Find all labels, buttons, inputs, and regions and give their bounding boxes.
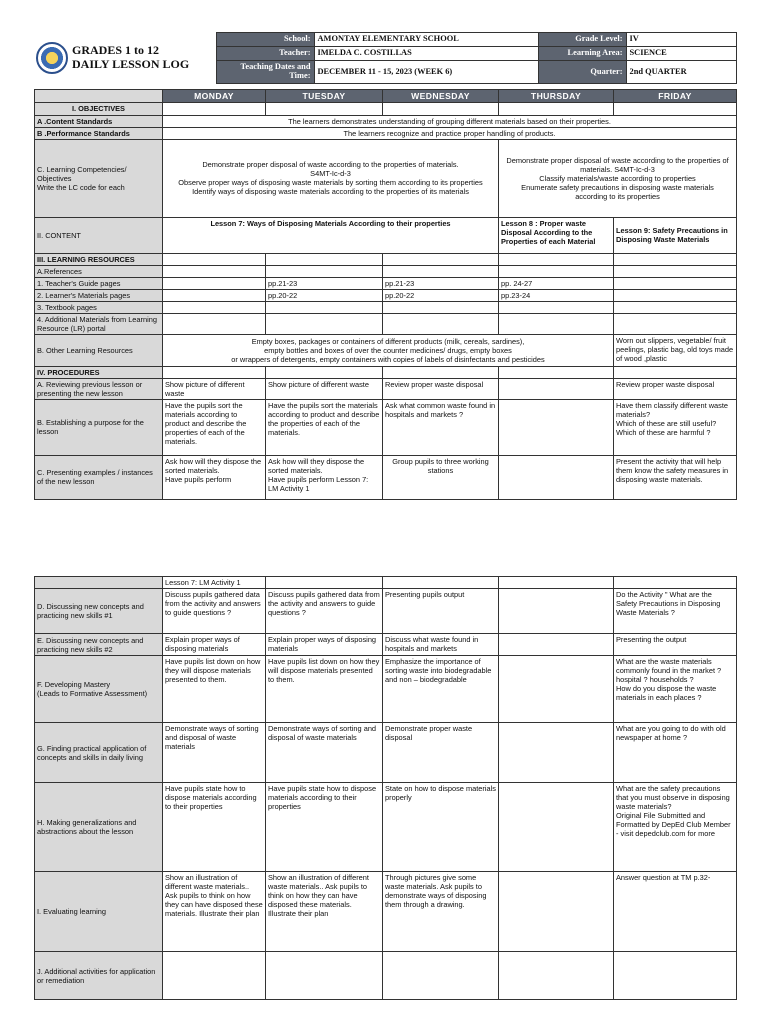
procedure-cell [499,399,614,455]
procedure-cell: What are the waste materials commonly found in the market ? hospital ? households ? How do you dispose the waste materials in each places ? [614,656,737,723]
learners-materials-label: 2. Learner's Materials pages [35,289,163,301]
day-header-tuesday: TUESDAY [266,90,383,103]
procedure-cell: Have them classify different waste materials? Which of these are still useful? Which of these are harmful ? [614,399,737,455]
school-label: School: [216,33,314,47]
references-label: A.References [35,265,163,277]
procedure-cell: Through pictures give some waste materials. Ask pupils to demonstrate ways of disposing them through a drawing. [383,872,499,952]
lm-pages [614,289,737,301]
lm-pages: pp.23-24 [499,289,614,301]
log-title: GRADES 1 to 12 DAILY LESSON LOG [72,43,190,71]
content-lesson8: Lesson 8 : Proper waste Disposal According to the Properties of each Material [499,217,614,253]
procedure-cell [499,872,614,952]
textbook-pages-label: 3. Textbook pages [35,301,163,313]
procedure-cell: Group pupils to three working stations [383,455,499,499]
procedure-cell: Do the Activity " What are the Safety Precautions in Disposing Waste Materials ? [614,589,737,634]
procedure-cell [499,634,614,656]
day-header-thursday: THURSDAY [499,90,614,103]
procedure-cell: Emphasize the importance of sorting waste into biodegradable and non – biodegradable [383,656,499,723]
learning-resources-heading: III. LEARNING RESOURCES [35,253,163,265]
performance-standards-label: B .Performance Standards [35,127,163,139]
procedure-cell [499,589,614,634]
procedure-label-cont [35,577,163,589]
procedure-cell: Review proper waste disposal [383,378,499,399]
competencies-text-mwt: Demonstrate proper disposal of waste according to the properties of materials. S4MT-Ic-d-3 Observe proper ways of disposing waste materials by sorting them according to its properties Identify ways of disposing waste materials according to the properties of its materials [163,139,499,217]
procedure-cell [499,378,614,399]
lesson-table-part2 [34,576,737,1000]
procedure-cell: Answer question at TM p.32- [614,872,737,952]
procedure-cell: Discuss what waste found in hospitals and markets [383,634,499,656]
performance-standards-text: The learners recognize and practice proper handling of products. [163,127,737,139]
teacher-label: Teacher: [216,47,314,61]
content-standards-text: The learners demonstrates understanding of grouping different materials based on their properties. [163,115,737,127]
content-lesson7: Lesson 7: Ways of Disposing Materials According to their properties [163,217,499,253]
procedure-cell: Have the pupils sort the materials according to product and describe the properties of each of the materials. [266,399,383,455]
tg-pages [614,277,737,289]
procedure-cell: Present the activity that will help them know the safety measures in disposing waste materials. [614,455,737,499]
other-resources-friday: Worn out slippers, vegetable/ fruit peelings, plastic bag, old toys made of wood ,plastic [614,334,737,366]
procedure-cell: Have pupils list down on how they will dispose materials presented to them. [266,656,383,723]
procedure-cell: Have pupils state how to dispose materials according to their properties [163,783,266,872]
area-label: Learning Area: [538,47,626,61]
procedure-cell: Have the pupils sort the materials according to product and describe the properties of each of the materials. [163,399,266,455]
other-resources-text: Empty boxes, packages or containers of different products (milk, cereals, sardines), empty bottles and boxes of over the counter medicines/ drugs, empty boxes or wrappers of detergents, empty containers with copies of labels of disinfectants and pesticides [163,334,614,366]
day-header-wednesday: WEDNESDAY [383,90,499,103]
header-table [34,32,737,84]
procedure-cell: Show an illustration of different waste materials.. Ask pupils to think on how they can have disposed these materials. Illustrate their plan [266,872,383,952]
tg-pages [163,277,266,289]
quarter-label: Quarter: [538,61,626,84]
procedure-label-a: A. Reviewing previous lesson or presenting the new lesson [35,378,163,399]
teacher-value: IMELDA C. COSTILLAS [314,47,538,61]
procedure-cell: Ask how will they dispose the sorted materials. Have pupils perform Lesson 7: LM Activity 1 [266,455,383,499]
procedure-cell: Explain proper ways of disposing materials [266,634,383,656]
content-lesson9: Lesson 9: Safety Precautions in Disposing Waste Materials [614,217,737,253]
deped-seal-icon [36,42,68,74]
procedure-label-i: I. Evaluating learning [35,872,163,952]
procedure-cell: What are the safety precautions that you must observe in disposing waste materials? Original File Submitted and Formatted by DepEd Club Member - visit depedclub.com for more [614,783,737,872]
day-header-friday: FRIDAY [614,90,737,103]
procedure-cell: Show picture of different waste [266,378,383,399]
competencies-label: C. Learning Competencies/ Objectives Write the LC code for each [35,139,163,217]
procedure-cell: What are you going to do with old newspaper at home ? [614,723,737,783]
day-header-monday: MONDAY [163,90,266,103]
procedure-cell: Show picture of different waste [163,378,266,399]
procedure-label-g: G. Finding practical application of concepts and skills in daily living [35,723,163,783]
lm-pages: pp.20-22 [383,289,499,301]
lm-pages [163,289,266,301]
procedure-cell: Presenting the output [614,634,737,656]
teachers-guide-label: 1. Teacher's Guide pages [35,277,163,289]
procedure-cell: Explain proper ways of disposing materials [163,634,266,656]
competencies-text-thf: Demonstrate proper disposal of waste according to the properties of materials. S4MT-Ic-d-3 Classify materials/waste according to properties Enumerate safety precautions in disposing waste materials according to its properties [499,139,737,217]
procedure-cell: Demonstrate ways of sorting and disposal of waste materials [163,723,266,783]
procedure-cell: Ask what common waste found in hospitals and markets ? [383,399,499,455]
procedure-cell: Have pupils state how to dispose materials according to their properties [266,783,383,872]
procedure-label-h: H. Making generalizations and abstractions about the lesson [35,783,163,872]
procedure-cell: Lesson 7: LM Activity 1 [163,577,266,589]
procedure-label-f: F. Developing Mastery (Leads to Formative Assessment) [35,656,163,723]
procedure-cell [499,656,614,723]
procedure-cell: Demonstrate proper waste disposal [383,723,499,783]
procedure-cell: Review proper waste disposal [614,378,737,399]
content-standards-label: A .Content Standards [35,115,163,127]
grade-label: Grade Level: [538,33,626,47]
school-value: AMONTAY ELEMENTARY SCHOOL [314,33,538,47]
content-label: II. CONTENT [35,217,163,253]
dates-value: DECEMBER 11 - 15, 2023 (WEEK 6) [314,61,538,84]
procedure-cell [499,455,614,499]
procedure-label-b: B. Establishing a purpose for the lesson [35,399,163,455]
procedure-label-j: J. Additional activities for application or remediation [35,952,163,1000]
procedure-cell [499,783,614,872]
procedure-cell: Have pupils list down on how they will dispose materials presented to them. [163,656,266,723]
procedure-cell: State on how to dispose materials properly [383,783,499,872]
procedure-label-c: C. Presenting examples / instances of the new lesson [35,455,163,499]
procedure-cell: Presenting pupils output [383,589,499,634]
additional-materials-label: 4. Additional Materials from Learning Resource (LR) portal [35,313,163,334]
tg-pages: pp.21-23 [266,277,383,289]
procedure-cell: Show an illustration of different waste materials.. Ask pupils to think on how they can have disposed these materials. Illustrate their plan [163,872,266,952]
objectives-heading: I. OBJECTIVES [35,103,163,115]
lesson-table-part1 [34,89,737,500]
procedure-label-e: E. Discussing new concepts and practicing new skills #2 [35,634,163,656]
tg-pages: pp. 24-27 [499,277,614,289]
grade-value: IV [626,33,736,47]
procedure-cell: Discuss pupils gathered data from the activity and answers to guide questions ? [266,589,383,634]
procedure-label-d: D. Discussing new concepts and practicing new skills #1 [35,589,163,634]
lm-pages: pp.20-22 [266,289,383,301]
other-resources-label: B. Other Learning Resources [35,334,163,366]
procedure-cell [499,723,614,783]
area-value: SCIENCE [626,47,736,61]
quarter-value: 2nd QUARTER [626,61,736,84]
procedures-heading: IV. PROCEDURES [35,366,163,378]
procedure-cell: Discuss pupils gathered data from the activity and answers to guide questions ? [163,589,266,634]
tg-pages: pp.21-23 [383,277,499,289]
dates-label: Teaching Dates and Time: [216,61,314,84]
procedure-cell: Ask how will they dispose the sorted materials. Have pupils perform [163,455,266,499]
procedure-cell: Demonstrate ways of sorting and disposal of waste materials [266,723,383,783]
